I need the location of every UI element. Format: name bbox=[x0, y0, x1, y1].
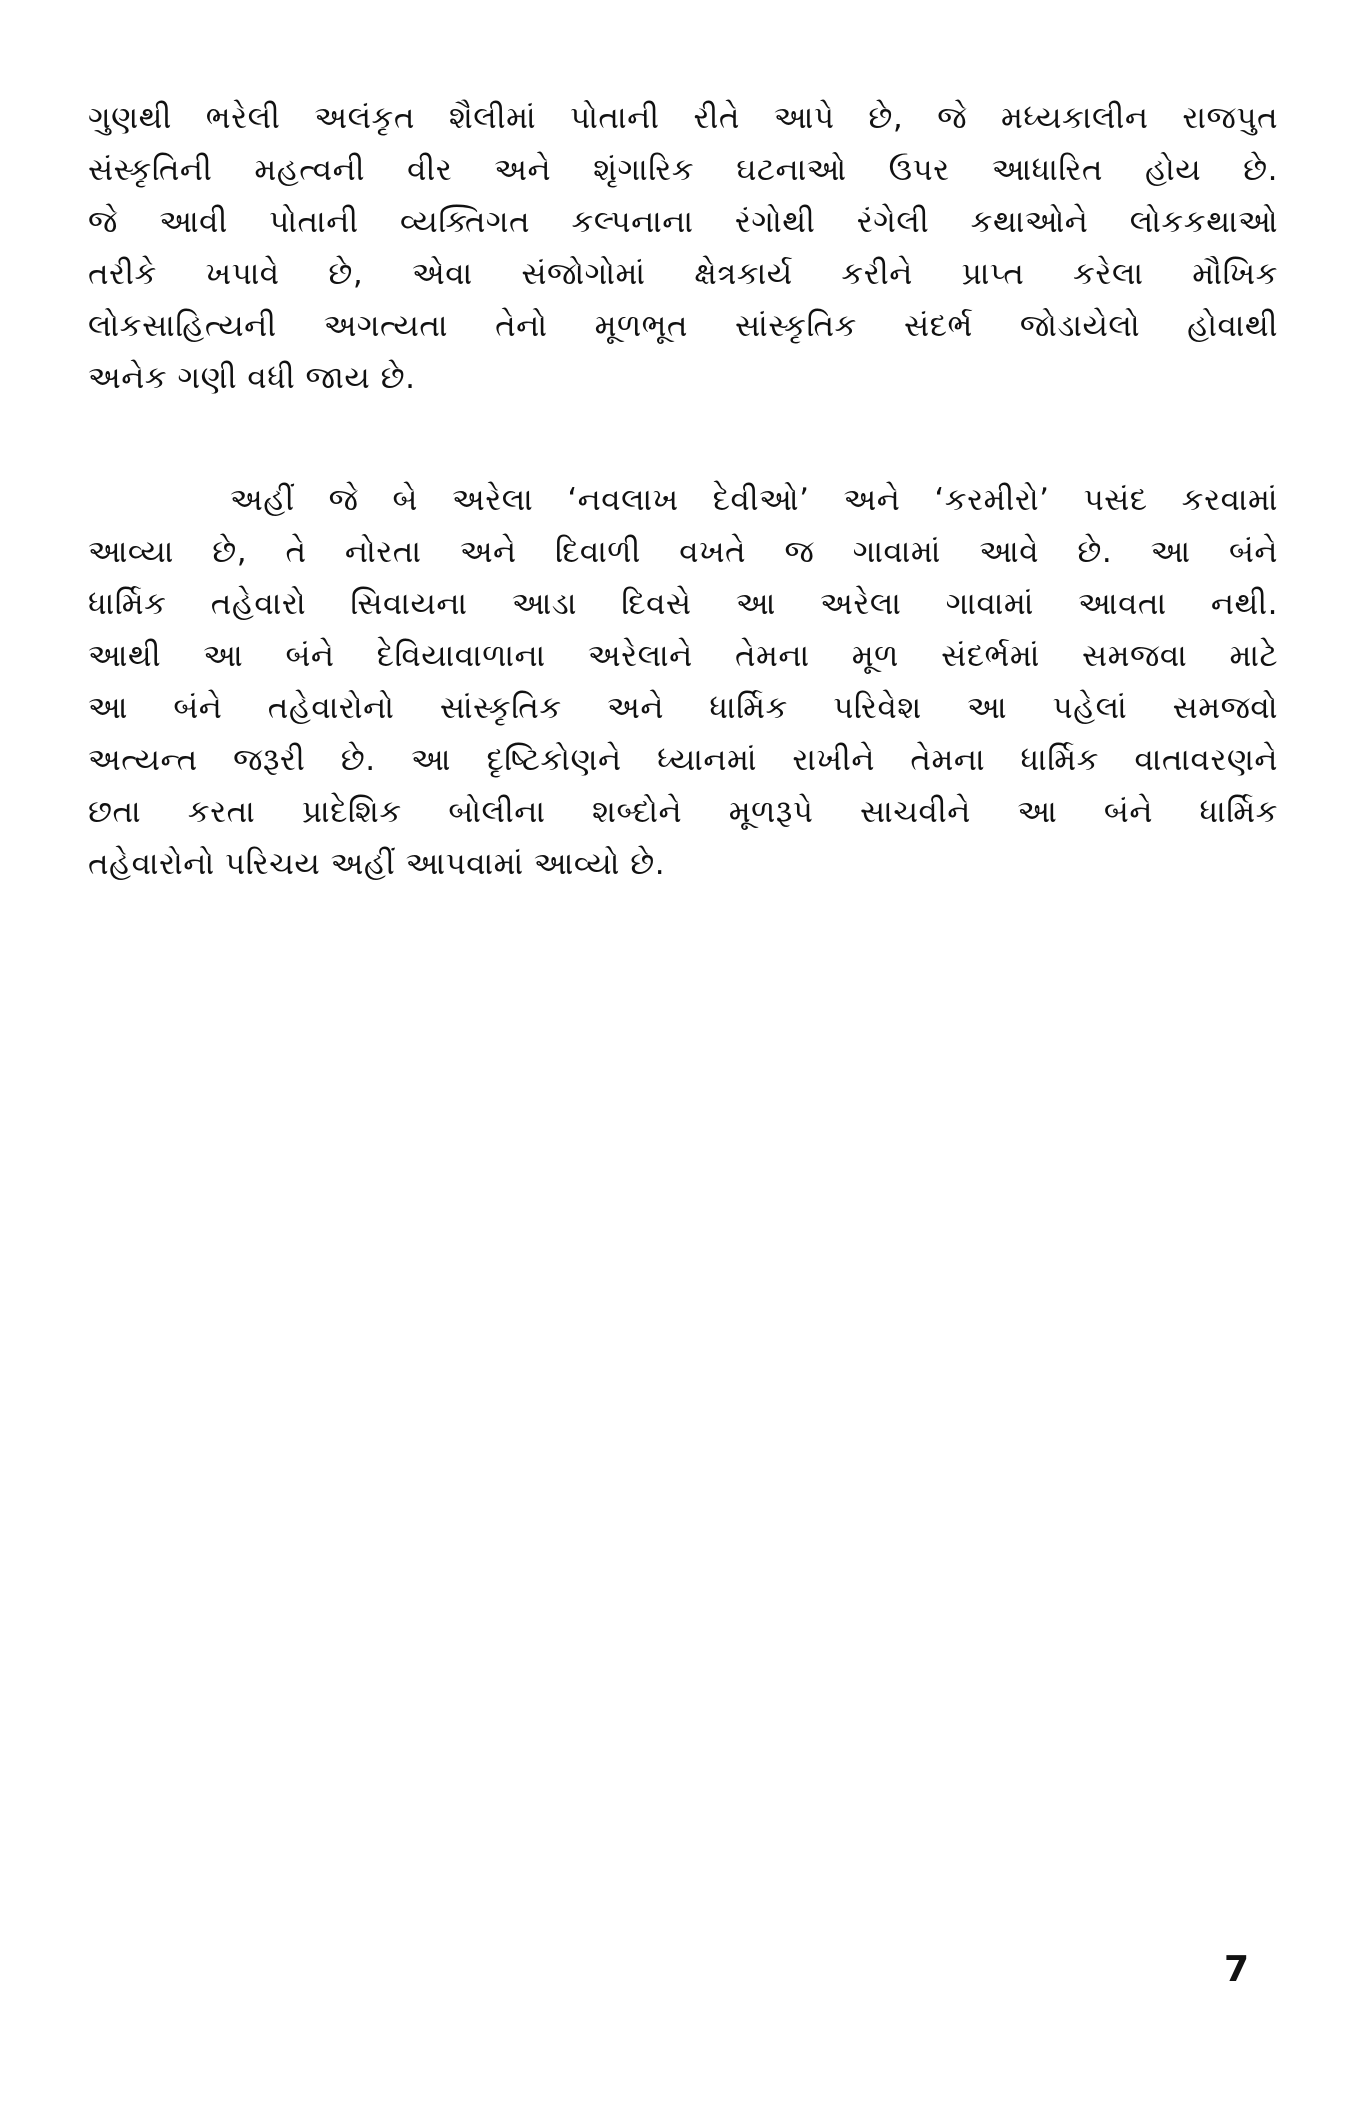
text-line: તહેવારોનો પરિચય અહીં આપવામાં આવ્યો છે. bbox=[88, 846, 666, 882]
text-line: છતા કરતા પ્રાદેશિક બોલીના શબ્દોને મૂળરૂપે સાચવીને આ બંને ધાર્મિક bbox=[88, 794, 1278, 830]
text-line: આથી આ બંને દેવિયાવાળાના અરેલાને તેમના મૂળ સંદર્ભમાં સમજવા માટે bbox=[88, 638, 1278, 674]
text-line: ધાર્મિક તહેવારો સિવાયના આડા દિવસે આ અરેલા ગાવામાં આવતા નથી. bbox=[88, 586, 1278, 622]
text-line: જે આવી પોતાની વ્યક્તિગત કલ્પનાના રંગોથી રંગેલી કથાઓને લોકકથાઓ bbox=[88, 204, 1278, 240]
text-line: અનેક ગણી વધી જાય છે. bbox=[88, 360, 416, 396]
text-line: સંસ્કૃતિની મહત્વની વીર અને શૃંગારિક ઘટનાઓ ઉપર આધારિત હોય છે. bbox=[88, 152, 1278, 188]
text-line: તરીકે ખપાવે છે, એવા સંજોગોમાં ક્ષેત્રકાર્ય કરીને પ્રાપ્ત કરેલા મૌખિક bbox=[88, 256, 1278, 292]
text-line: અહીં જે બે અરેલા ‘નવલાખ દેવીઓ’ અને ‘કરમીરો’ પસંદ કરવામાં bbox=[230, 482, 1278, 518]
paragraph-2 bbox=[88, 474, 1278, 890]
paragraph-1 bbox=[88, 92, 1278, 404]
text-line: લોકસાહિત્યની અગત્યતા તેનો મૂળભૂત સાંસ્કૃતિક સંદર્ભ જોડાયેલો હોવાથી bbox=[88, 308, 1278, 344]
text-line: અત્યન્ત જરૂરી છે. આ દૃષ્ટિકોણને ધ્યાનમાં રાખીને તેમના ધાર્મિક વાતાવરણને bbox=[88, 742, 1278, 778]
page-number: 7 bbox=[1224, 1949, 1250, 1990]
text-line: આવ્યા છે, તે નોરતા અને દિવાળી વખતે જ ગાવામાં આવે છે. આ બંને bbox=[88, 534, 1278, 570]
text-line: ગુણથી ભરેલી અલંકૃત શૈલીમાં પોતાની રીતે આપે છે, જે મધ્યકાલીન રાજપુત bbox=[88, 100, 1278, 136]
text-line: આ બંને તહેવારોનો સાંસ્કૃતિક અને ધાર્મિક પરિવેશ આ પહેલાં સમજવો bbox=[88, 690, 1278, 726]
